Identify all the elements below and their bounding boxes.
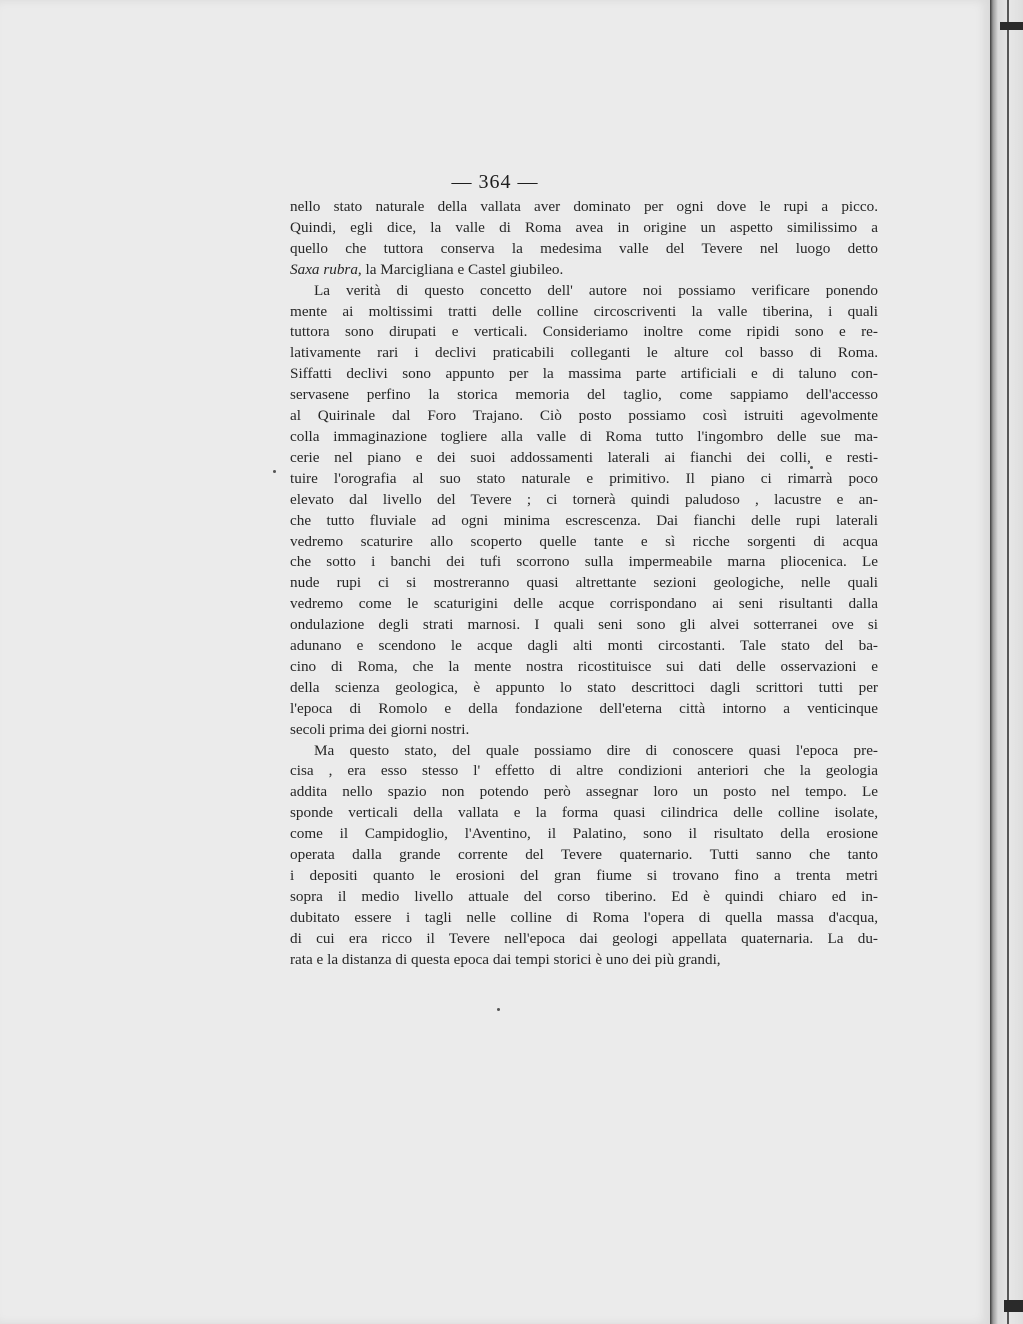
edge-tab [1004, 1300, 1023, 1312]
text-line: elevato dal livello del Tevere ; ci tornerà quindi paludoso , lacustre e an- [290, 490, 878, 508]
text-line: addita nello spazio non potendo però assegnar loro un posto nel tempo. Le [290, 783, 878, 801]
text-line: come il Campidoglio, l'Aventino, il Palatino, sono il risultato della erosione [290, 825, 878, 843]
text-line: rata e la distanza di questa epoca dai tempi storici è uno dei più grandi, [290, 950, 721, 968]
text-line: tuire l'orografia al suo stato naturale e primitivo. Il piano ci rimarrà poco [290, 469, 878, 487]
paragraph [290, 281, 878, 741]
text-line: vedremo scaturire allo scoperto quelle tante e sì ricche sorgenti di acqua [290, 532, 878, 550]
text-line: cerie nel piano e dei suoi addossamenti laterali ai fianchi dei colli, e resti- [290, 448, 878, 466]
body-text [290, 197, 878, 971]
text-line: mente ai moltissimi tratti delle colline circoscriventi la valle tiberina, i quali [290, 302, 878, 320]
text-line: cino di Roma, che la mente nostra ricostituisce sui dati delle osservazioni e [290, 657, 878, 675]
page-number: — 364 — [451, 171, 539, 193]
text-line: secoli prima dei giorni nostri. [290, 720, 470, 738]
text-line: servasene perfino la storica memoria del taglio, come sappiamo dell'accesso [290, 386, 878, 404]
text-line: di cui era ricco il Tevere nell'epoca dai geologi appellata quaternaria. La du- [290, 929, 878, 947]
text-line: operata dalla grande corrente del Tevere quaternario. Tutti sanno che tanto [290, 846, 878, 864]
speck-mark [497, 1008, 500, 1011]
text-line: nude rupi ci si mostreranno quasi altrettante sezioni geologiche, nelle quali [290, 574, 878, 592]
text-line: cisa , era esso stesso l' effetto di altre condizioni anteriori che la geologia [290, 762, 878, 780]
text-line: vedremo come le scaturigini delle acque corrispondano ai seni risultanti dalla [290, 595, 878, 613]
text-line: al Quirinale dal Foro Trajano. Ciò posto possiamo così istruiti agevolmente [290, 407, 878, 425]
text-line: colla immaginazione togliere alla valle di Roma tutto l'ingombro delle sue ma- [290, 427, 878, 445]
text-line: La verità di questo concetto dell' autore noi possiamo verificare ponendo [314, 281, 878, 299]
text-line: che tutto fluviale ad ogni minima escrescenza. Dai fianchi delle rupi laterali [290, 511, 878, 529]
text-line: ondulazione degli strati marnosi. I quali seni sono gli alvei sotterranei ove si [290, 616, 878, 634]
paragraph [290, 741, 878, 971]
page-edge-line [1007, 0, 1009, 1324]
text-line: dubitato essere i tagli nelle colline di Roma l'opera di quella massa d'acqua, [290, 908, 878, 926]
speck-mark [810, 466, 813, 469]
speck-mark [273, 470, 276, 473]
text-line: lativamente rari i declivi praticabili colleganti le alture col basso di Roma. [290, 344, 878, 362]
text-line: sponde verticali della vallata e la forma quasi cilindrica delle colline isolate, [290, 804, 878, 822]
text-line: che sotto i banchi dei tufi scorrono sulla impermeabile marna pliocenica. Le [290, 553, 878, 571]
text-line: i depositi quanto le erosioni del gran fiume si trovano fino a trenta metri [290, 867, 878, 884]
text-line: tuttora sono dirupati e verticali. Consideriamo inoltre come ripidi sono e re- [290, 323, 878, 341]
text-line: Saxa rubra, la Marcigliana e Castel giubileo. [290, 260, 564, 278]
text-line: Ma questo stato, del quale possiamo dire di conoscere quasi l'epoca pre- [314, 741, 878, 759]
text-line: della scienza geologica, è appunto lo stato descrittoci dagli scrittori tutti per [290, 678, 878, 696]
paragraph [290, 197, 878, 281]
edge-tab [1000, 22, 1023, 30]
text-line: adunano e scendono le acque dagli alti monti circostanti. Tale stato del ba- [290, 637, 878, 655]
text-line: nello stato naturale della vallata aver dominato per ogni dove le rupi a picco. [290, 198, 878, 215]
text-line: quello che tuttora conserva la medesima valle del Tevere nel luogo detto [290, 239, 878, 257]
text-line: l'epoca di Romolo e della fondazione dell'eterna città intorno a venticinque [290, 699, 878, 717]
text-line: Siffatti declivi sono appunto per la massima parte artificiali e di taluno con- [290, 365, 878, 383]
text-line: sopra il medio livello attuale del corso tiberino. Ed è quindi chiaro ed in- [290, 887, 878, 905]
text-line: Quindi, egli dice, la valle di Roma avea in origine un aspetto similissimo a [290, 218, 878, 236]
